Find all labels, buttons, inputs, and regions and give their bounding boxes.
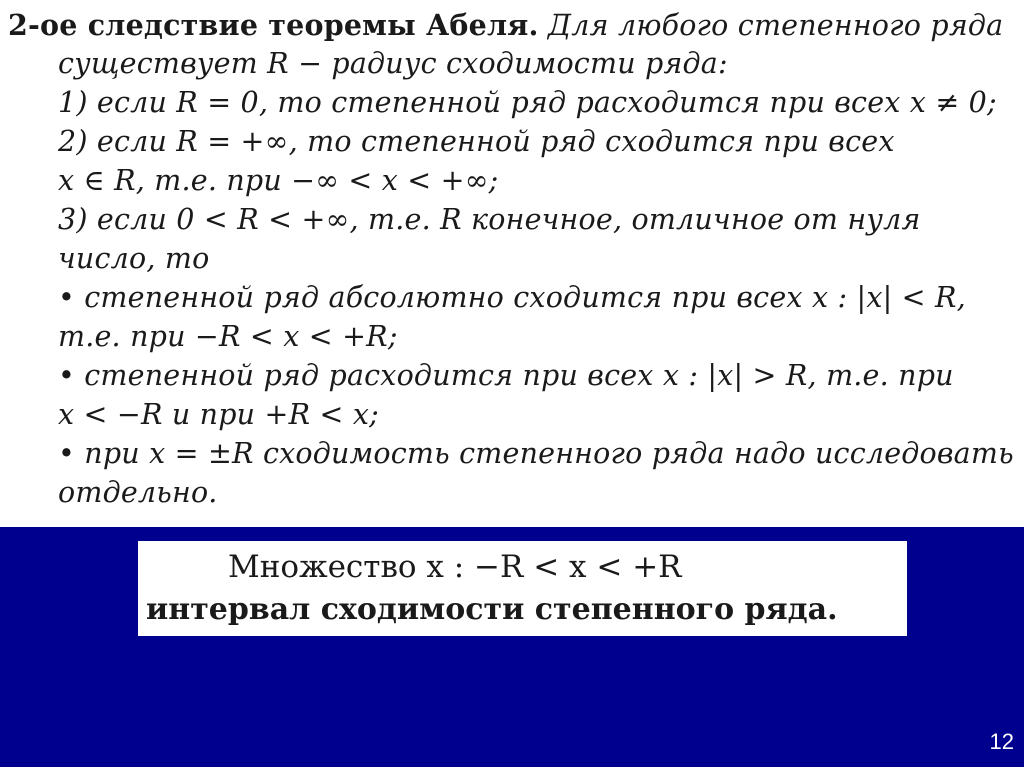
theorem-heading: 2-ое следствие теоремы Абеля. <box>8 8 539 42</box>
theorem-heading-line <box>8 8 1003 43</box>
text-line-3: 2) если R = +∞, то степенной ряд сходится при всех <box>58 125 895 158</box>
text-line-12: отдельно. <box>58 476 218 509</box>
page-number: 12 <box>989 729 1014 754</box>
text-line-11: • при x = ±R сходимость степенного ряда надо исследовать <box>58 437 1014 470</box>
definition-box <box>138 541 907 636</box>
text-line-5: 3) если 0 < R < +∞, т.е. R конечное, отличное от нуля <box>58 203 921 236</box>
text-line-2: 1) если R = 0, то степенной ряд расходится при всех x ≠ 0; <box>58 86 997 119</box>
text-line-6: число, то <box>58 242 210 275</box>
definition-line-2: интервал сходимости степенного ряда. <box>146 592 838 627</box>
text-line-4: x ∈ R, т.е. при −∞ < x < +∞; <box>58 164 499 197</box>
definition-line-1: Множество x : −R < x < +R <box>228 549 682 585</box>
theorem-heading-tail: Для любого степенного ряда <box>547 9 1004 42</box>
text-line-7: • степенной ряд абсолютно сходится при всех x : |x| < R, <box>58 281 966 314</box>
text-line-8: т.е. при −R < x < +R; <box>58 320 398 353</box>
text-line-1: существует R − радиус сходимости ряда: <box>58 47 728 80</box>
text-line-9: • степенной ряд расходится при всех x : |x| > R, т.е. при <box>58 359 954 392</box>
text-line-10: x < −R и при +R < x; <box>58 398 379 431</box>
